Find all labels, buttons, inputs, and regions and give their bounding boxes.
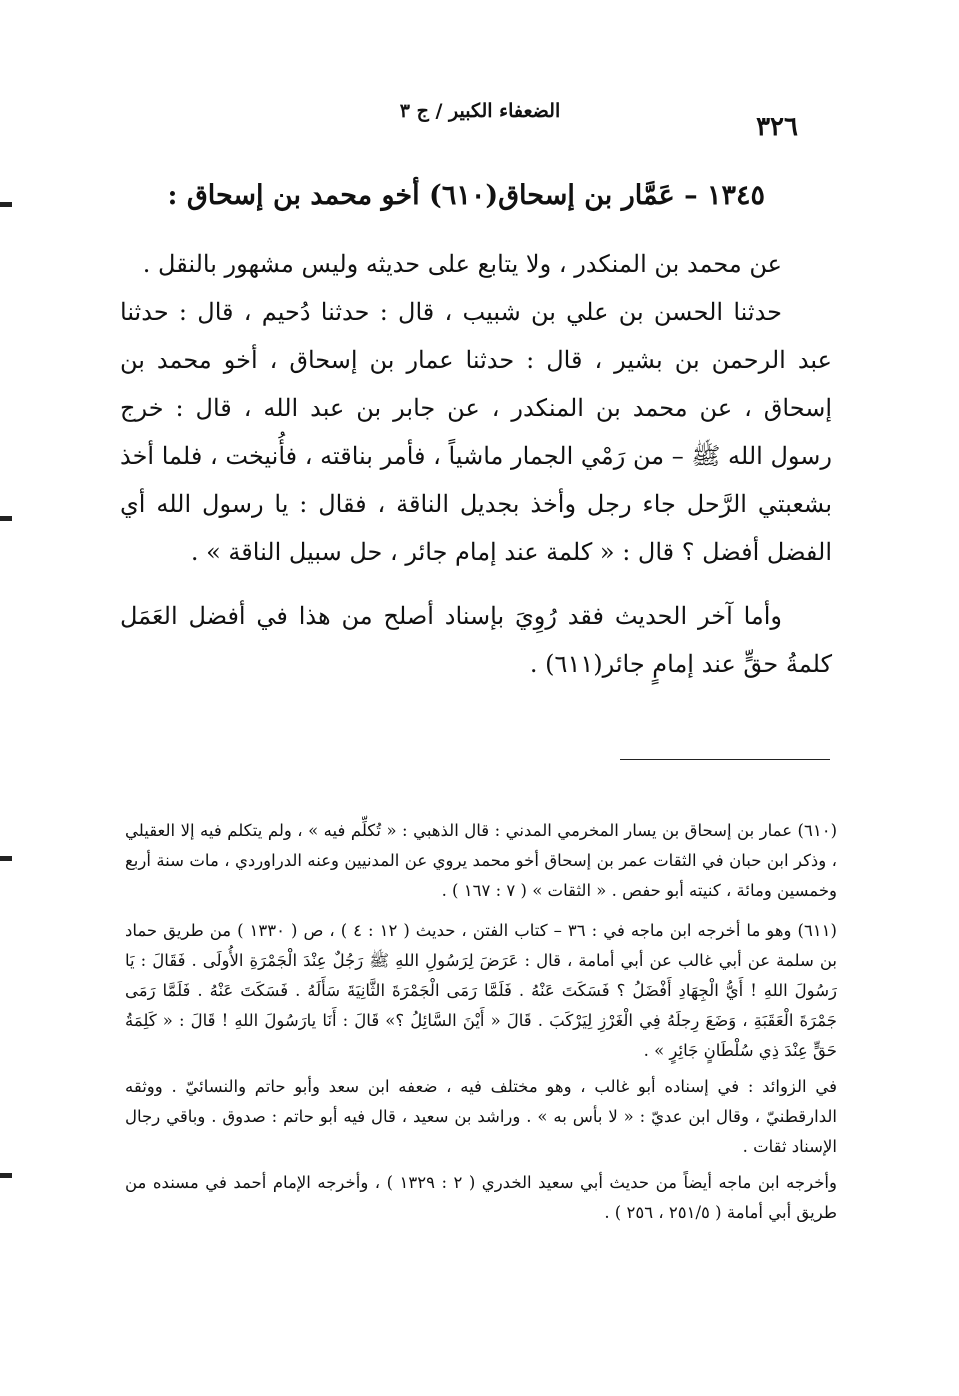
- margin-mark: [0, 516, 12, 521]
- margin-mark: [0, 856, 12, 861]
- entry-heading: ١٣٤٥ – عَمَّار بن إسحاق(٦١٠) أخو محمد بن إسحاق :: [167, 180, 765, 211]
- entry-paragraph-hadith: حدثنا الحسن بن علي بن شبيب ، قال : حدثنا دُحيم ، قال : حدثنا عبد الرحمن بن بشير ، قال : حدثنا عمار بن إسحاق ، أخو محمد بن إسحاق ، عن محمد بن المنكدر ، عن جابر بن عبد الله ، قال : خرج رسول الله ﷺ – من رَمْي الجمار ماشياً ، فأمر بناقته ، فأُنيخت ، فلما أخذ بشعبتي الرَّحل جاء رجل وأخذ بجديل الناقة ، فقال : يا رسول الله أي الفضل أفضل ؟ قال : « كلمة عند إمام جائر ، حل سبيل الناقة » .: [120, 298, 832, 566]
- footnote-separator: [620, 759, 830, 760]
- page-number: ٣٢٦: [756, 112, 798, 142]
- footnote-610: (٦١٠) عمار بن إسحاق بن يسار المخرمي المدني : قال الذهبي : « تُكلِّم فيه » ، ولم يتكلم فيه إلا العقيلي ، وذكر ابن حبان في الثقات عمر بن إسحاق أخو محمد يروي عن المدنيين وعنه الدراوردي ، مات سنة أربع وخمسين ومائة ، كنيته أبو حفص . « الثقات » ( ٧ : ١٦٧ ) .: [125, 821, 837, 900]
- entry-paragraph-closing: وأما آخر الحديث فقد رُوِيَ بإسناد أصلح من هذا في أفضل العَمَل كلمةُ حقٍّ عند إمامٍ جائر(٦١١) .: [120, 602, 832, 678]
- entry-paragraph-intro: عن محمد بن المنكدر ، ولا يتابع على حديثه وليس مشهور بالنقل .: [142, 250, 782, 278]
- footnotes: [125, 816, 837, 1234]
- running-header-title: الضعفاء الكبير / ج ٣: [399, 100, 561, 122]
- footnote-611: (٦١١) وهو ما أخرجه ابن ماجه في : ٣٦ – كتاب الفتن ، حديث ( ١٢ : ٤ ) ، ص ( ١٣٣٠ ) من طريق حماد بن سلمة عن أبي غالب عن أبي أمامة ، قال : عَرَضَ لِرَسُولِ اللهِ ﷺ رَجُلٌ عِنْدَ الْجَمْرَةِ الأُولَى . فَقَالَ : يَا رَسُولَ اللهِ ! أَيُّ الْجِهَادِ أَفْضَلُ ؟ فَسَكَتَ عَنْهُ . فَلَمَّا رَمَى الْجَمْرَةَ الثَّانِيَةَ سَأَلَهُ . فَسَكَتَ عَنْهُ . فَلَمَّا رَمَى جَمْرَةَ الْعَقَبَةِ ، وَضَعَ رِجلَهُ فِي الْغَرْزِ لِيَرْكَبَ . قَالَ « أَيْنَ السَّائِلُ ؟» قَالَ : أَنَا يارَسُولَ اللهِ ! قَالَ : « كَلِمَةُ حَقٍّ عِنْدَ ذِي سُلْطَانٍ جَائِرٍ » .: [125, 921, 837, 1060]
- footnote-611-zawaid: في الزوائد : في إسناده أبو غالب ، وهو مختلف فيه ، ضعفه ابن سعد وأبو حاتم والنسائيّ . ووثقه الدارقطنيّ ، وقال ابن عديّ : « لا بأس به » . وراشد بن سعيد ، قال فيه أبو حاتم : صدوق . وباقي رجال الإسناد ثقات .: [125, 1077, 837, 1156]
- margin-mark: [0, 202, 12, 207]
- entry-body: [120, 240, 832, 688]
- margin-mark: [0, 1173, 12, 1178]
- footnote-611-additional: وأخرجه ابن ماجه أيضاً من حديث أبي سعيد الخدري ( ٢ : ١٣٢٩ ) ، وأخرجه الإمام أحمد في مسنده من طريق أبي أمامة ( ٢٥١/٥ ، ٢٥٦ ) .: [125, 1173, 837, 1222]
